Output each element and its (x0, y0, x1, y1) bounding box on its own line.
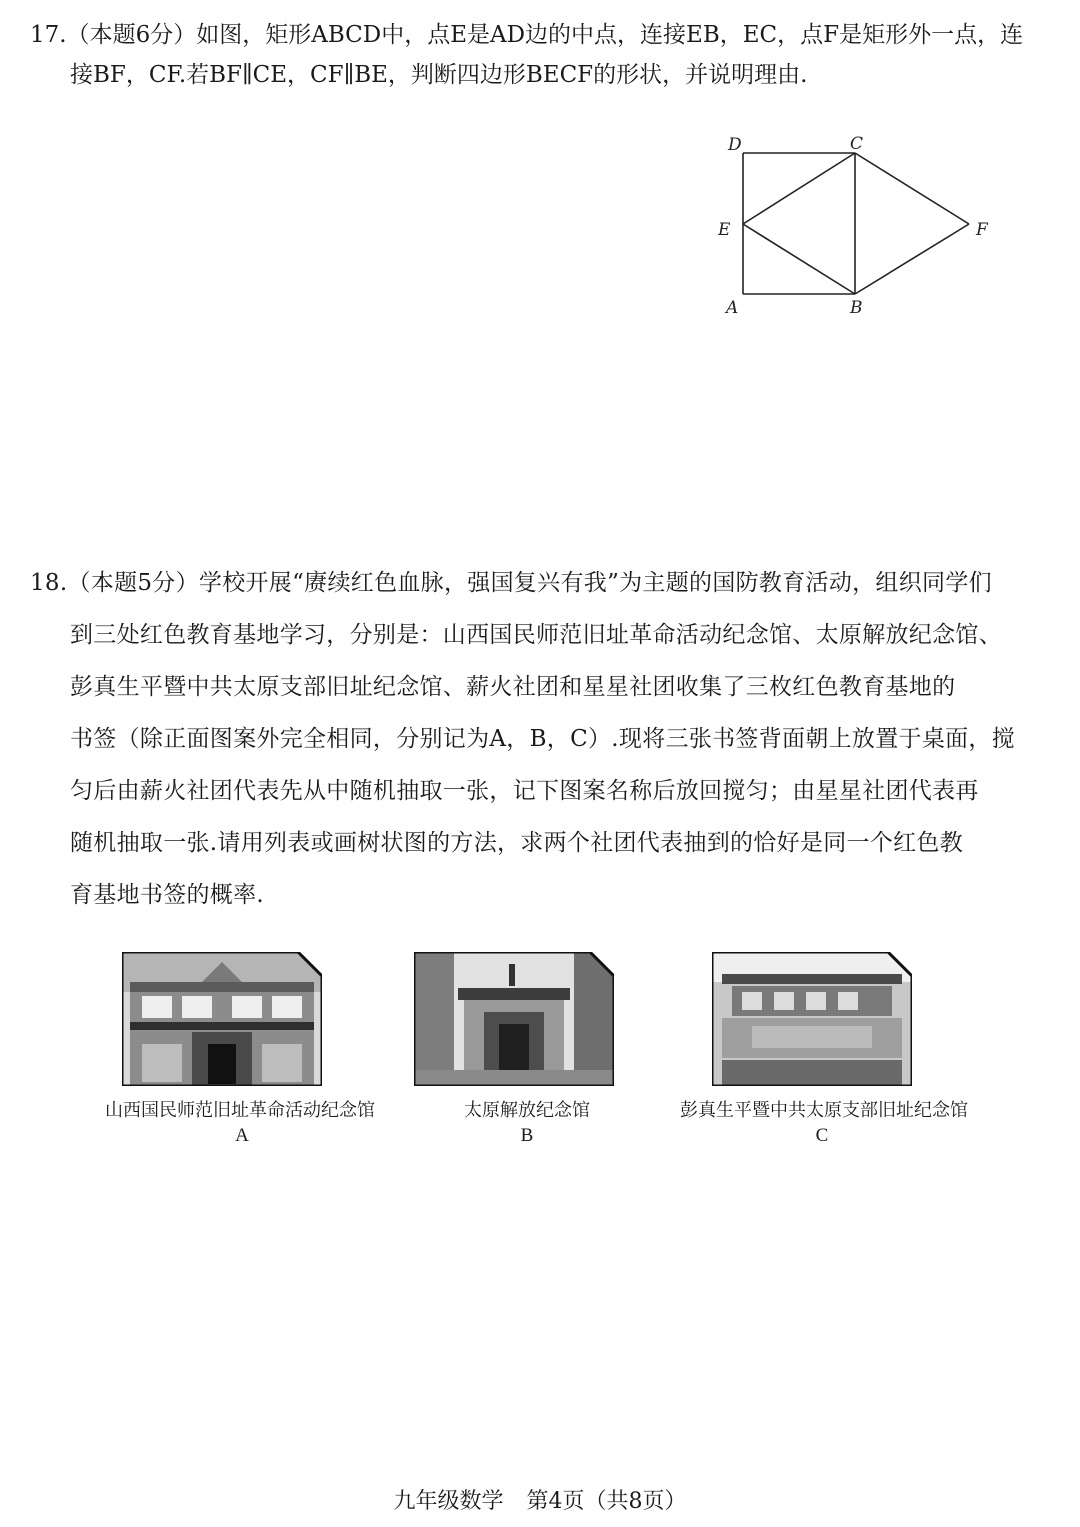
question-18-line-3: 彭真生平暨中共太原支部旧址纪念馆、薪火社团和星星社团收集了三枚红色教育基地的 (70, 674, 956, 700)
question-17-line-1: 17.（本题6分）如图，矩形ABCD中，点E是AD边的中点，连接EB，EC，点F是矩形外一点，连 (30, 22, 1024, 48)
segment-BF (855, 224, 969, 294)
bookmark-letter-c: C (815, 1125, 829, 1146)
point-label-F: F (976, 220, 988, 240)
bookmark-card-a (122, 952, 322, 1086)
question-18-line-7: 育基地书签的概率. (70, 882, 265, 908)
question-18-line-1: 18.（本题5分）学校开展“赓续红色血脉，强国复兴有我”为主题的国防教育活动，组织同学们 (30, 570, 992, 596)
rectangle-geometry-figure (700, 128, 1010, 323)
point-label-C: C (850, 134, 864, 154)
question-18-line-2: 到三处红色教育基地学习，分别是：山西国民师范旧址革命活动纪念馆、太原解放纪念馆、 (70, 622, 1002, 648)
bookmark-caption-c: 彭真生平暨中共太原支部旧址纪念馆 (680, 1100, 968, 1121)
memorial-hall-c-image (712, 952, 912, 1086)
memorial-hall-b-image (414, 952, 614, 1086)
point-label-A: A (726, 298, 739, 318)
bookmark-caption-a: 山西国民师范旧址革命活动纪念馆 (105, 1100, 375, 1121)
bookmark-letter-a: A (235, 1125, 249, 1146)
segment-EB (743, 224, 855, 294)
footer-page-number: 第4页（共8页） (526, 1489, 687, 1514)
question-18-line-5: 匀后由薪火社团代表先从中随机抽取一张，记下图案名称后放回搅匀；由星星社团代表再 (70, 778, 979, 804)
bookmark-caption-b: 太原解放纪念馆 (464, 1100, 590, 1121)
footer-subject: 九年级数学 (393, 1489, 504, 1514)
bookmark-letter-b: B (520, 1125, 534, 1146)
memorial-hall-a-image (122, 952, 322, 1086)
question-18-line-4: 书签（除正面图案外完全相同，分别记为A，B，C）.现将三张书签背面朝上放置于桌面，搅 (70, 726, 1016, 752)
question-17-line-2: 接BF，CF.若BF∥CE，CF∥BE，判断四边形BECF的形状，并说明理由. (70, 62, 808, 88)
point-label-D: D (728, 135, 742, 155)
bookmark-card-b (414, 952, 614, 1086)
point-label-E: E (718, 220, 731, 240)
page-footer (0, 1484, 1080, 1515)
question-18-line-6: 随机抽取一张.请用列表或画树状图的方法，求两个社团代表抽到的恰好是同一个红色教 (70, 830, 964, 856)
bookmark-card-c (712, 952, 912, 1086)
point-label-B: B (850, 298, 863, 318)
segment-CF (855, 153, 969, 224)
segment-EC (743, 153, 855, 224)
